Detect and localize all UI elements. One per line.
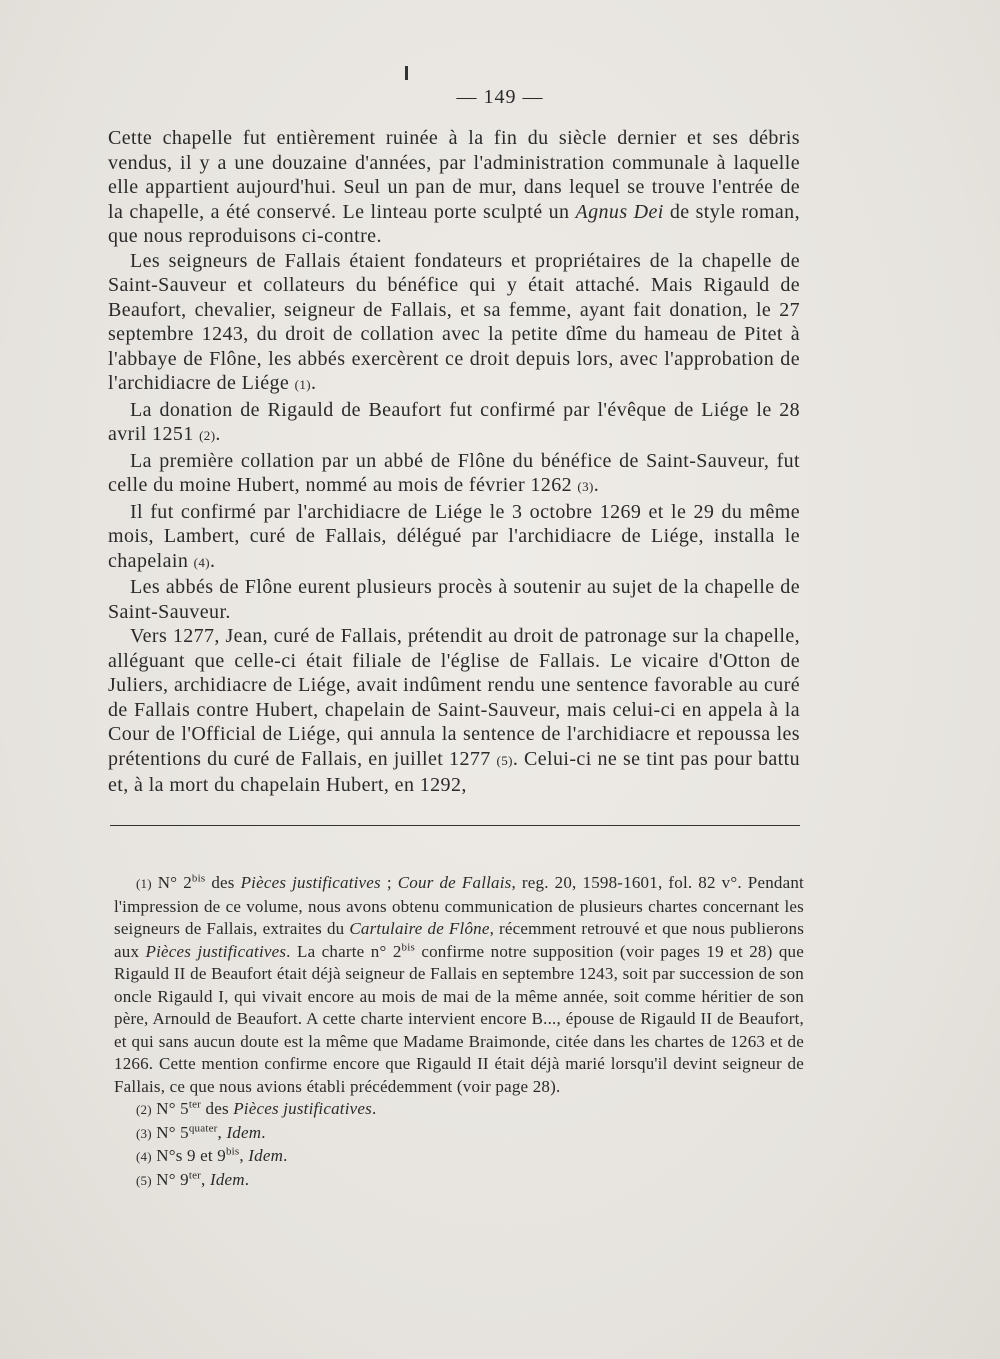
italic-text: Pièces justificatives	[233, 1099, 372, 1118]
footnote	[114, 1169, 804, 1193]
text-run: ,	[201, 1169, 210, 1189]
text-run: ,	[217, 1122, 227, 1142]
text-run: N° 5	[151, 1122, 189, 1142]
footnote	[114, 1122, 804, 1146]
superscript: ter	[188, 1168, 202, 1181]
text-run: des	[201, 1099, 234, 1118]
text-run: Les abbés de Flône eurent plusieurs procès à soutenir au sujet de la chapelle de Saint-Sauveur.	[108, 576, 800, 623]
text-run: .	[261, 1122, 266, 1142]
text-run: confirme notre supposition (voir pages 19 et 28) que Rigauld II de Beaufort était déjà seigneur de Fallais en septembre 1243, soit par succession de son oncle Rigauld I, qui vivait encore au mois de mai de la même année, soit comme héritier de son père, Arnould de Beaufort. A cette charte intervient encore B..., épouse de Rigauld II de Beaufort, et qui sans aucun doute est la même que Madame Braimonde, citée dans les chartes de 1263 et de 1266. Cette mention confirme encore que Rigauld II était déjà marié lorsqu'il devint seigneur de Fallais, ce que nous avions établi précédemment (voir page 28).	[114, 941, 804, 1096]
footnotes	[114, 872, 804, 1192]
text-run: .	[215, 423, 221, 445]
note-reference: (5)	[496, 752, 513, 768]
footnote-separator	[110, 825, 800, 826]
text-run: .	[310, 372, 317, 394]
page-number: — 149 —	[456, 86, 544, 108]
text-run: .	[593, 474, 600, 496]
superscript: quater	[188, 1121, 218, 1134]
footnote	[114, 872, 804, 1098]
paragraph	[108, 624, 800, 798]
superscript: bis	[401, 940, 415, 953]
text-run: . La charte n° 2	[286, 941, 402, 961]
text-run: , reg. 20, 1598-1601, fol. 82 v°. Pendant l'impression de ce volume, nous avons obtenu communication de plusieurs chartes concernant les seigneurs de Fallais, extraites du	[114, 873, 804, 938]
text-run: .	[209, 549, 216, 572]
italic-text: Pièces justificatives	[240, 873, 381, 892]
text-run: N° 5	[151, 1099, 189, 1118]
text-run: Vers 1277, Jean, curé de Fallais, prétendit au droit de patronage sur la chapelle, alléguant que celle-ci était filiale de l'église de Fallais. Le vicaire d'Otton de Juliers, archidiacre de Liége, avait indûment rendu une sentence favorable au curé de Fallais contre Hubert, chapelain de Saint-Sauveur, mais celui-ci en appela à la Cour de l'Official de Liége, qui annula la sentence de l'archidiacre et repoussa les prétentions du curé de Fallais, en juillet 1277	[108, 625, 800, 770]
text-run: N°s 9 et 9	[151, 1146, 226, 1165]
text-run: Cette chapelle fut entièrement ruinée à la fin du siècle dernier et ses débris vendus, il y a une douzaine d'années, par l'administration communale à laquelle elle appartient aujourd'hui. Seul un pan de mur, dans lequel se trouve l'entrée de la chapelle, a été conservé. Le linteau porte sculpté un	[108, 127, 800, 223]
paragraph	[108, 126, 800, 249]
paragraph	[108, 398, 800, 449]
text-run: .	[283, 1146, 288, 1165]
note-reference: (2)	[199, 428, 216, 443]
superscript: ter	[188, 1098, 202, 1111]
italic-text: Cour de Fallais	[397, 873, 512, 892]
footnote	[114, 1145, 804, 1169]
italic-text: Idem	[248, 1146, 284, 1165]
text-run: ,	[239, 1146, 249, 1165]
paragraph	[108, 249, 800, 398]
note-reference: (1)	[136, 876, 152, 891]
note-reference: (3)	[577, 479, 594, 494]
text-run: N° 2	[151, 873, 192, 892]
text-run: La donation de Rigauld de Beaufort fut confirmé par l'évêque de Liége le 28 avril 1251	[108, 398, 800, 445]
text-run: N° 9	[151, 1169, 189, 1189]
text-run: .	[244, 1169, 250, 1189]
text-run: .	[371, 1099, 377, 1118]
text-run: . Celui-ci ne se tint pas pour battu et, à la mort du chapelain Hubert, en 1292,	[108, 747, 800, 796]
note-reference: (3)	[136, 1125, 152, 1141]
note-reference: (5)	[136, 1172, 152, 1188]
note-reference: (4)	[136, 1149, 152, 1164]
italic-text: Pièces justificatives	[145, 941, 287, 961]
paragraph	[108, 575, 800, 624]
text-run: ;	[380, 873, 398, 892]
margin-mark	[405, 66, 408, 80]
italic-text: Idem	[209, 1169, 245, 1189]
superscript: bis	[191, 872, 206, 885]
main-text	[108, 126, 800, 798]
text-run: des	[205, 873, 241, 892]
note-reference: (1)	[294, 377, 311, 392]
text-run: La première collation par un abbé de Flône du bénéfice de Saint-Sauveur, fut celle du moine Hubert, nommé au mois de février 1262	[108, 449, 800, 496]
text-run: , récemment retrouvé et que nous publierons aux	[114, 919, 805, 961]
footnote	[114, 1098, 804, 1122]
italic-text: Agnus Dei	[575, 200, 664, 223]
italic-text: Cartulaire de Flône	[349, 919, 490, 938]
text-run: Les seigneurs de Fallais étaient fondateurs et propriétaires de la chapelle de Saint-Sauveur et collateurs du bénéfice qui y était attaché. Mais Rigauld de Beaufort, chevalier, seigneur de Fallais, et sa femme, ayant fait donation, le 27 septembre 1243, du droit de collation avec la petite dîme du hameau de Pitet à l'abbaye de Flône, les abbés exercèrent ce droit depuis lors, avec l'approbation de l'archidiacre de Liége	[108, 249, 800, 394]
note-reference: (2)	[136, 1102, 152, 1117]
text-run: de style roman, que nous reproduisons ci-contre.	[108, 200, 800, 247]
note-reference: (4)	[193, 554, 210, 570]
text-run: Il fut confirmé par l'archidiacre de Liége le 3 octobre 1269 et le 29 du même mois, Lambert, curé de Fallais, délégué par l'archidiacre de Liége, installa le chapelain	[108, 500, 800, 572]
paragraph	[108, 449, 800, 500]
paragraph	[108, 500, 800, 576]
italic-text: Idem	[226, 1122, 262, 1142]
superscript: bis	[225, 1145, 240, 1158]
